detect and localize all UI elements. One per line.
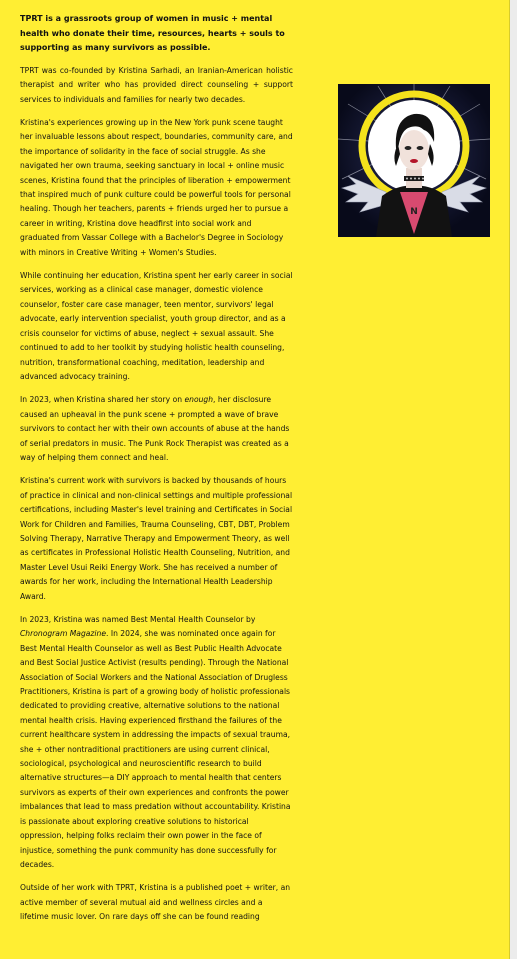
paragraph-outside-work: Outside of her work with TPRT, Kristina is a published poet + writer, an active member of several mutual aid and wellness circles and a lifetime music lover. On rare days off she can be found reading: [20, 883, 291, 922]
awards-text-start: In 2023, Kristina was named Best Mental Health Counselor by: [20, 615, 256, 624]
svg-text:N: N: [410, 207, 418, 217]
paragraph-certifications: Kristina's current work with survivors is backed by thousands of hours of practice in clinical and non-clinical settings and multiple professional certifications, including Master's level training and Certificates in Social Work for Children and Families, Trauma Counseling, CBT, DBT, Problem Solving Therapy, Narrative Therapy and Empowerment Theory, as well as certificates in Professional Holistic Health Counseling, Nutrition, and Master Level Usui Reiki Energy Work. She has received a number of awards for her work, including the International Health Leadership Award.: [20, 476, 293, 601]
paragraph-punk-scene: Kristina's experiences growing up in the New York punk scene taught her invaluable lessons about respect, boundaries, community care, and the importance of solidarity in the face of social struggle. As she navigated her own trauma, seeking sanctuary in local + online music scenes, Kristina found that the principles of liberation + empowerment that inspired much of punk culture could be powerful tools for personal healing. Though her teachers, parents + friends urged her to pursue a career in writing, Kristina dove headfirst into social work and graduated from Vassar College with a Bachelor's Degree in Sociology with minors in Creative Writing + Women's Studies.: [20, 118, 293, 257]
chronogram-magazine-text: Chronogram Magazine: [20, 629, 107, 639]
paragraph-cofounder: TPRT was co-founded by Kristina Sarhadi, an Iranian-American holistic therapist and writer who has provided direct counseling + support services to individuals and families for nearly two decades.: [20, 65, 293, 104]
paragraph-career: While continuing her education, Kristina spent her early career in social services, working as a clinical case manager, domestic violence counselor, foster care case manager, teen mentor, survivors' legal advocate, early intervention specialist, youth group director, and as a crisis counselor for victims of abuse, neglect + sexual assault. She continued to add to her toolkit by studying holistic health counseling, nutrition, transformational coaching, meditation, leadership and advanced advocacy training.: [20, 271, 293, 381]
enough-link-text: enough: [184, 395, 214, 405]
page-scrollbar[interactable]: [510, 0, 517, 959]
disclosure-text-end: , her disclosure caused an upheaval in the punk scene + prompted a wave of brave survivors to contact her with their own accounts of abuse at the hands of serial predators in music. The Punk Rock Therapist was created as a way of helping them connect and heal.: [20, 395, 290, 462]
paragraph-disclosure: [20, 393, 293, 465]
punk-portrait-illustration-icon: [338, 84, 490, 237]
awards-text-end: . In 2024, she was nominated once again for Best Mental Health Counselor as well as Best Public Health Advocate and Best Social Justice Activist (results pending). Through the National Association of Social Workers and the National Association of Drugless Practitioners, Kristina is part of a growing body of holistic professionals dedicated to providing creative, alternative solutions to the national mental health crisis. Having experienced firsthand the failures of the current healthcare system in addressing the impacts of sexual trauma, she + other nontraditional practitioners are using current clinical, sociological, psychological and neuroscientific research to build alternative structures—a DIY approach to mental health that centers survivors as experts of their own experiences and confronts the power imbalances that lead to mass predation without accountability. Kristina is passionate about exploring creative solutions to historical oppression, helping folks reclaim their own power in the face of injustice, something the punk community has done successfully for decades.: [20, 629, 291, 869]
about-text-column: [20, 12, 293, 934]
portrait-image: [338, 84, 490, 237]
intro-statement: TPRT is a grassroots group of women in music + mental health who donate their time, resources, hearts + souls to supporting as many survivors as possible.: [20, 14, 285, 53]
paragraph-awards: [20, 613, 293, 872]
disclosure-text-start: In 2023, when Kristina shared her story on: [20, 395, 185, 405]
